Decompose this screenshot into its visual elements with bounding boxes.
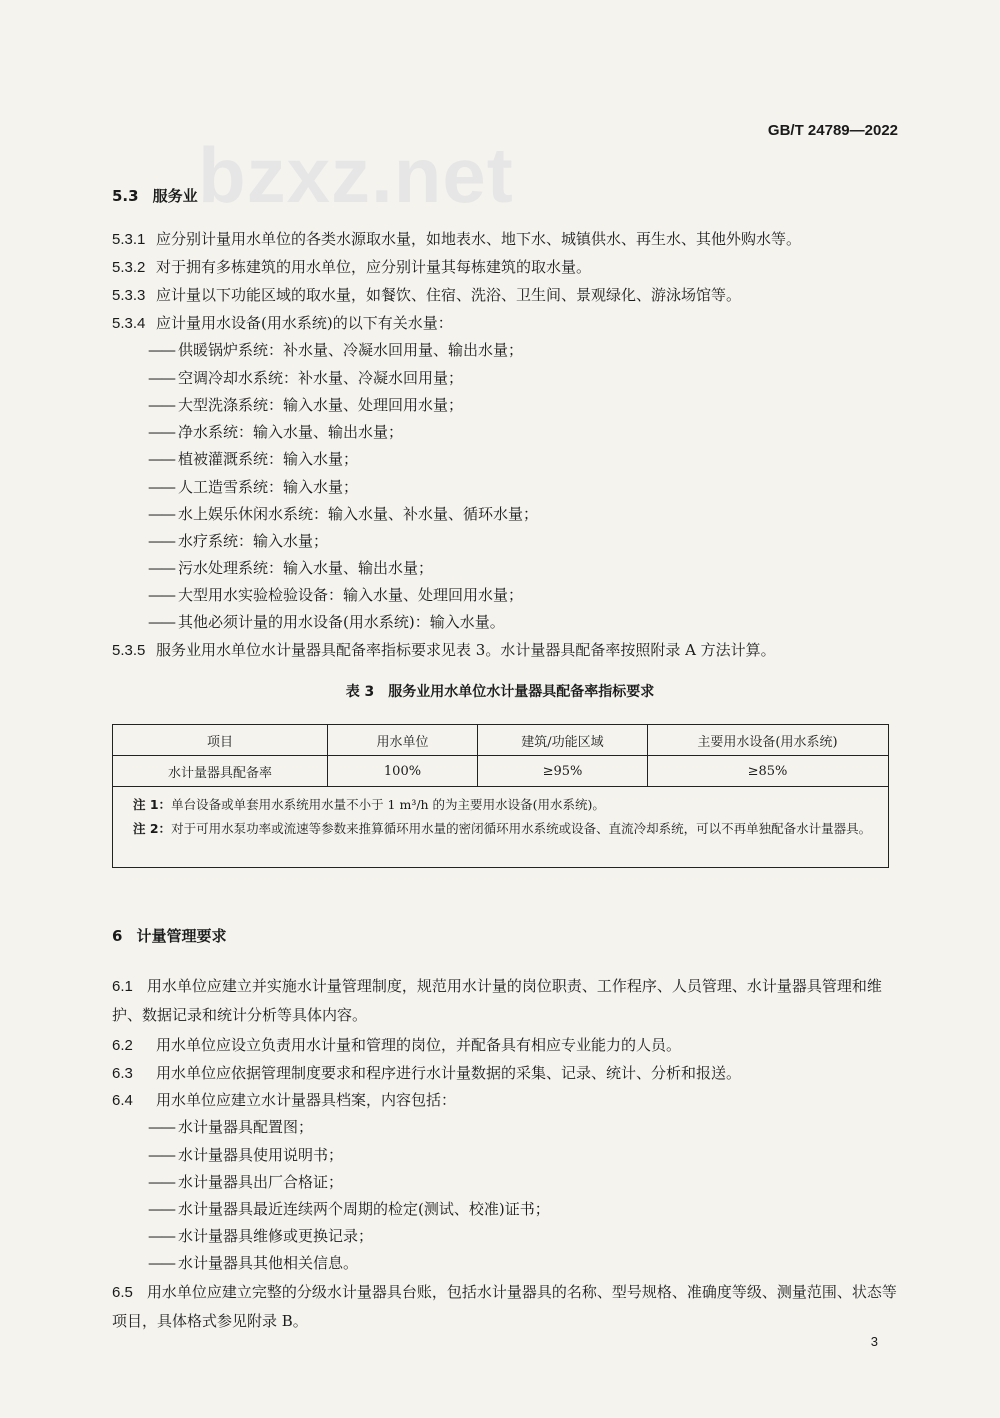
table-row (113, 756, 888, 787)
list-item: —— 水计量器具使用说明书； (148, 1144, 343, 1165)
table-header-cell: 项目 (113, 725, 328, 755)
clause-5-3-3 (112, 284, 741, 305)
clause-6-1 (112, 972, 902, 1029)
clause-text: 用水单位应依据管理制度要求和程序进行水计量数据的采集、记录、统计、分析和报送。 (156, 1064, 742, 1082)
list-item: —— 人工造雪系统：输入水量； (148, 476, 358, 497)
requirements-table (112, 724, 889, 868)
section-6-heading (112, 925, 226, 946)
clause-text: 应计量用水设备(用水系统)的以下有关水量： (156, 314, 453, 332)
clause-number: 6.2 (112, 1037, 133, 1054)
list-item: —— 水疗系统：输入水量； (148, 530, 328, 551)
list-item: —— 水计量器具其他相关信息。 (148, 1252, 358, 1273)
table-note-2 (133, 817, 876, 841)
list-item: —— 供暖锅炉系统：补水量、冷凝水回用量、输出水量； (148, 339, 523, 360)
note-text: 对于可用水泵功率或流速等参数来推算循环用水量的密闭循环用水系统或设备、直流冷却系统，可以不再单独配备水计量器具。 (171, 821, 872, 836)
clause-number: 6.4 (112, 1092, 133, 1109)
section-5-3-heading (112, 185, 198, 206)
table-header-cell: 建筑/功能区域 (478, 725, 648, 755)
list-item: —— 大型用水实验检验设备：输入水量、处理回用水量； (148, 584, 523, 605)
table-notes (113, 787, 888, 841)
page-number: 3 (870, 1334, 878, 1349)
list-item: —— 其他必须计量的用水设备(用水系统)：输入水量。 (148, 611, 505, 632)
section-number: 5.3 (112, 187, 139, 205)
clause-text: 用水单位应设立负责用水计量和管理的岗位，并配备具有相应专业能力的人员。 (156, 1036, 682, 1054)
table-cell: ≥95% (478, 756, 648, 786)
clause-number: 5.3.4 (112, 315, 146, 332)
clause-number: 6.3 (112, 1065, 133, 1082)
clause-5-3-5 (112, 639, 776, 660)
table-cell: 水计量器具配备率 (113, 756, 328, 786)
list-item: —— 水计量器具最近连续两个周期的检定(测试、校准)证书； (148, 1198, 550, 1219)
note-label: 注 1： (133, 797, 172, 812)
list-item: —— 污水处理系统：输入水量、输出水量； (148, 557, 433, 578)
table-cell: ≥85% (747, 763, 788, 779)
watermark: bzxz.net (198, 131, 514, 219)
clause-text: 用水单位应建立水计量器具档案，内容包括： (156, 1091, 457, 1109)
table-note-1 (133, 793, 876, 817)
section-number: 6 (112, 927, 123, 945)
list-item: —— 水计量器具配置图； (148, 1116, 313, 1137)
clause-6-3 (112, 1062, 741, 1083)
clause-6-5 (112, 1278, 902, 1335)
clause-number: 5.3.3 (112, 287, 146, 304)
clause-number: 5.3.2 (112, 259, 146, 276)
clause-number: 5.3.1 (112, 231, 146, 248)
clause-text: 用水单位应建立并实施水计量管理制度，规范用水计量的岗位职责、工作程序、人员管理、水计量器具管理和维护、数据记录和统计分析等具体内容。 (112, 977, 882, 1024)
list-item: —— 大型洗涤系统：输入水量、处理回用水量； (148, 394, 463, 415)
clause-number: 5.3.5 (112, 642, 146, 659)
list-item: —— 植被灌溉系统：输入水量； (148, 448, 358, 469)
clause-5-3-4 (112, 312, 453, 333)
list-item: —— 水计量器具出厂合格证； (148, 1171, 343, 1192)
table-header-row (113, 725, 888, 756)
note-text: 单台设备或单套用水系统用水量不小于 1 m³/h 的为主要用水设备(用水系统)。 (171, 797, 605, 812)
list-item: —— 空调冷却水系统：补水量、冷凝水回用量； (148, 367, 463, 388)
standard-code: GB/T 24789—2022 (767, 122, 898, 139)
clause-5-3-1 (112, 228, 801, 249)
table-header-cell: 用水单位 (328, 725, 478, 755)
section-title: 服务业 (152, 187, 198, 205)
list-item: —— 水计量器具维修或更换记录； (148, 1225, 373, 1246)
clause-text: 对于拥有多栋建筑的用水单位，应分别计量其每栋建筑的取水量。 (156, 258, 592, 276)
clause-text: 用水单位应建立完整的分级水计量器具台账，包括水计量器具的名称、型号规格、准确度等级、测量范围、状态等项目，具体格式参见附录 B。 (112, 1283, 897, 1330)
clause-number: 6.5 (112, 1284, 133, 1301)
clause-text: 应分别计量用水单位的各类水源取水量，如地表水、地下水、城镇供水、再生水、其他外购水等。 (156, 230, 802, 248)
table-caption: 表 3 服务业用水单位水计量器具配备率指标要求 (345, 684, 655, 700)
clause-text: 服务业用水单位水计量器具配备率指标要求见表 3。水计量器具配备率按照附录 A 方法计算。 (156, 641, 776, 659)
note-label: 注 2： (133, 821, 172, 836)
table-header-cell: 主要用水设备(用水系统) (697, 734, 838, 750)
clause-text: 应计量以下功能区域的取水量，如餐饮、住宿、洗浴、卫生间、景观绿化、游泳场馆等。 (156, 286, 742, 304)
section-title: 计量管理要求 (136, 927, 227, 945)
list-item: —— 水上娱乐休闲水系统：输入水量、补水量、循环水量； (148, 503, 538, 524)
clause-6-2 (112, 1034, 681, 1055)
list-item: —— 净水系统：输入水量、输出水量； (148, 421, 403, 442)
clause-5-3-2 (112, 256, 591, 277)
clause-number: 6.1 (112, 978, 133, 995)
table-cell: 100% (328, 756, 478, 786)
clause-6-4 (112, 1089, 456, 1110)
